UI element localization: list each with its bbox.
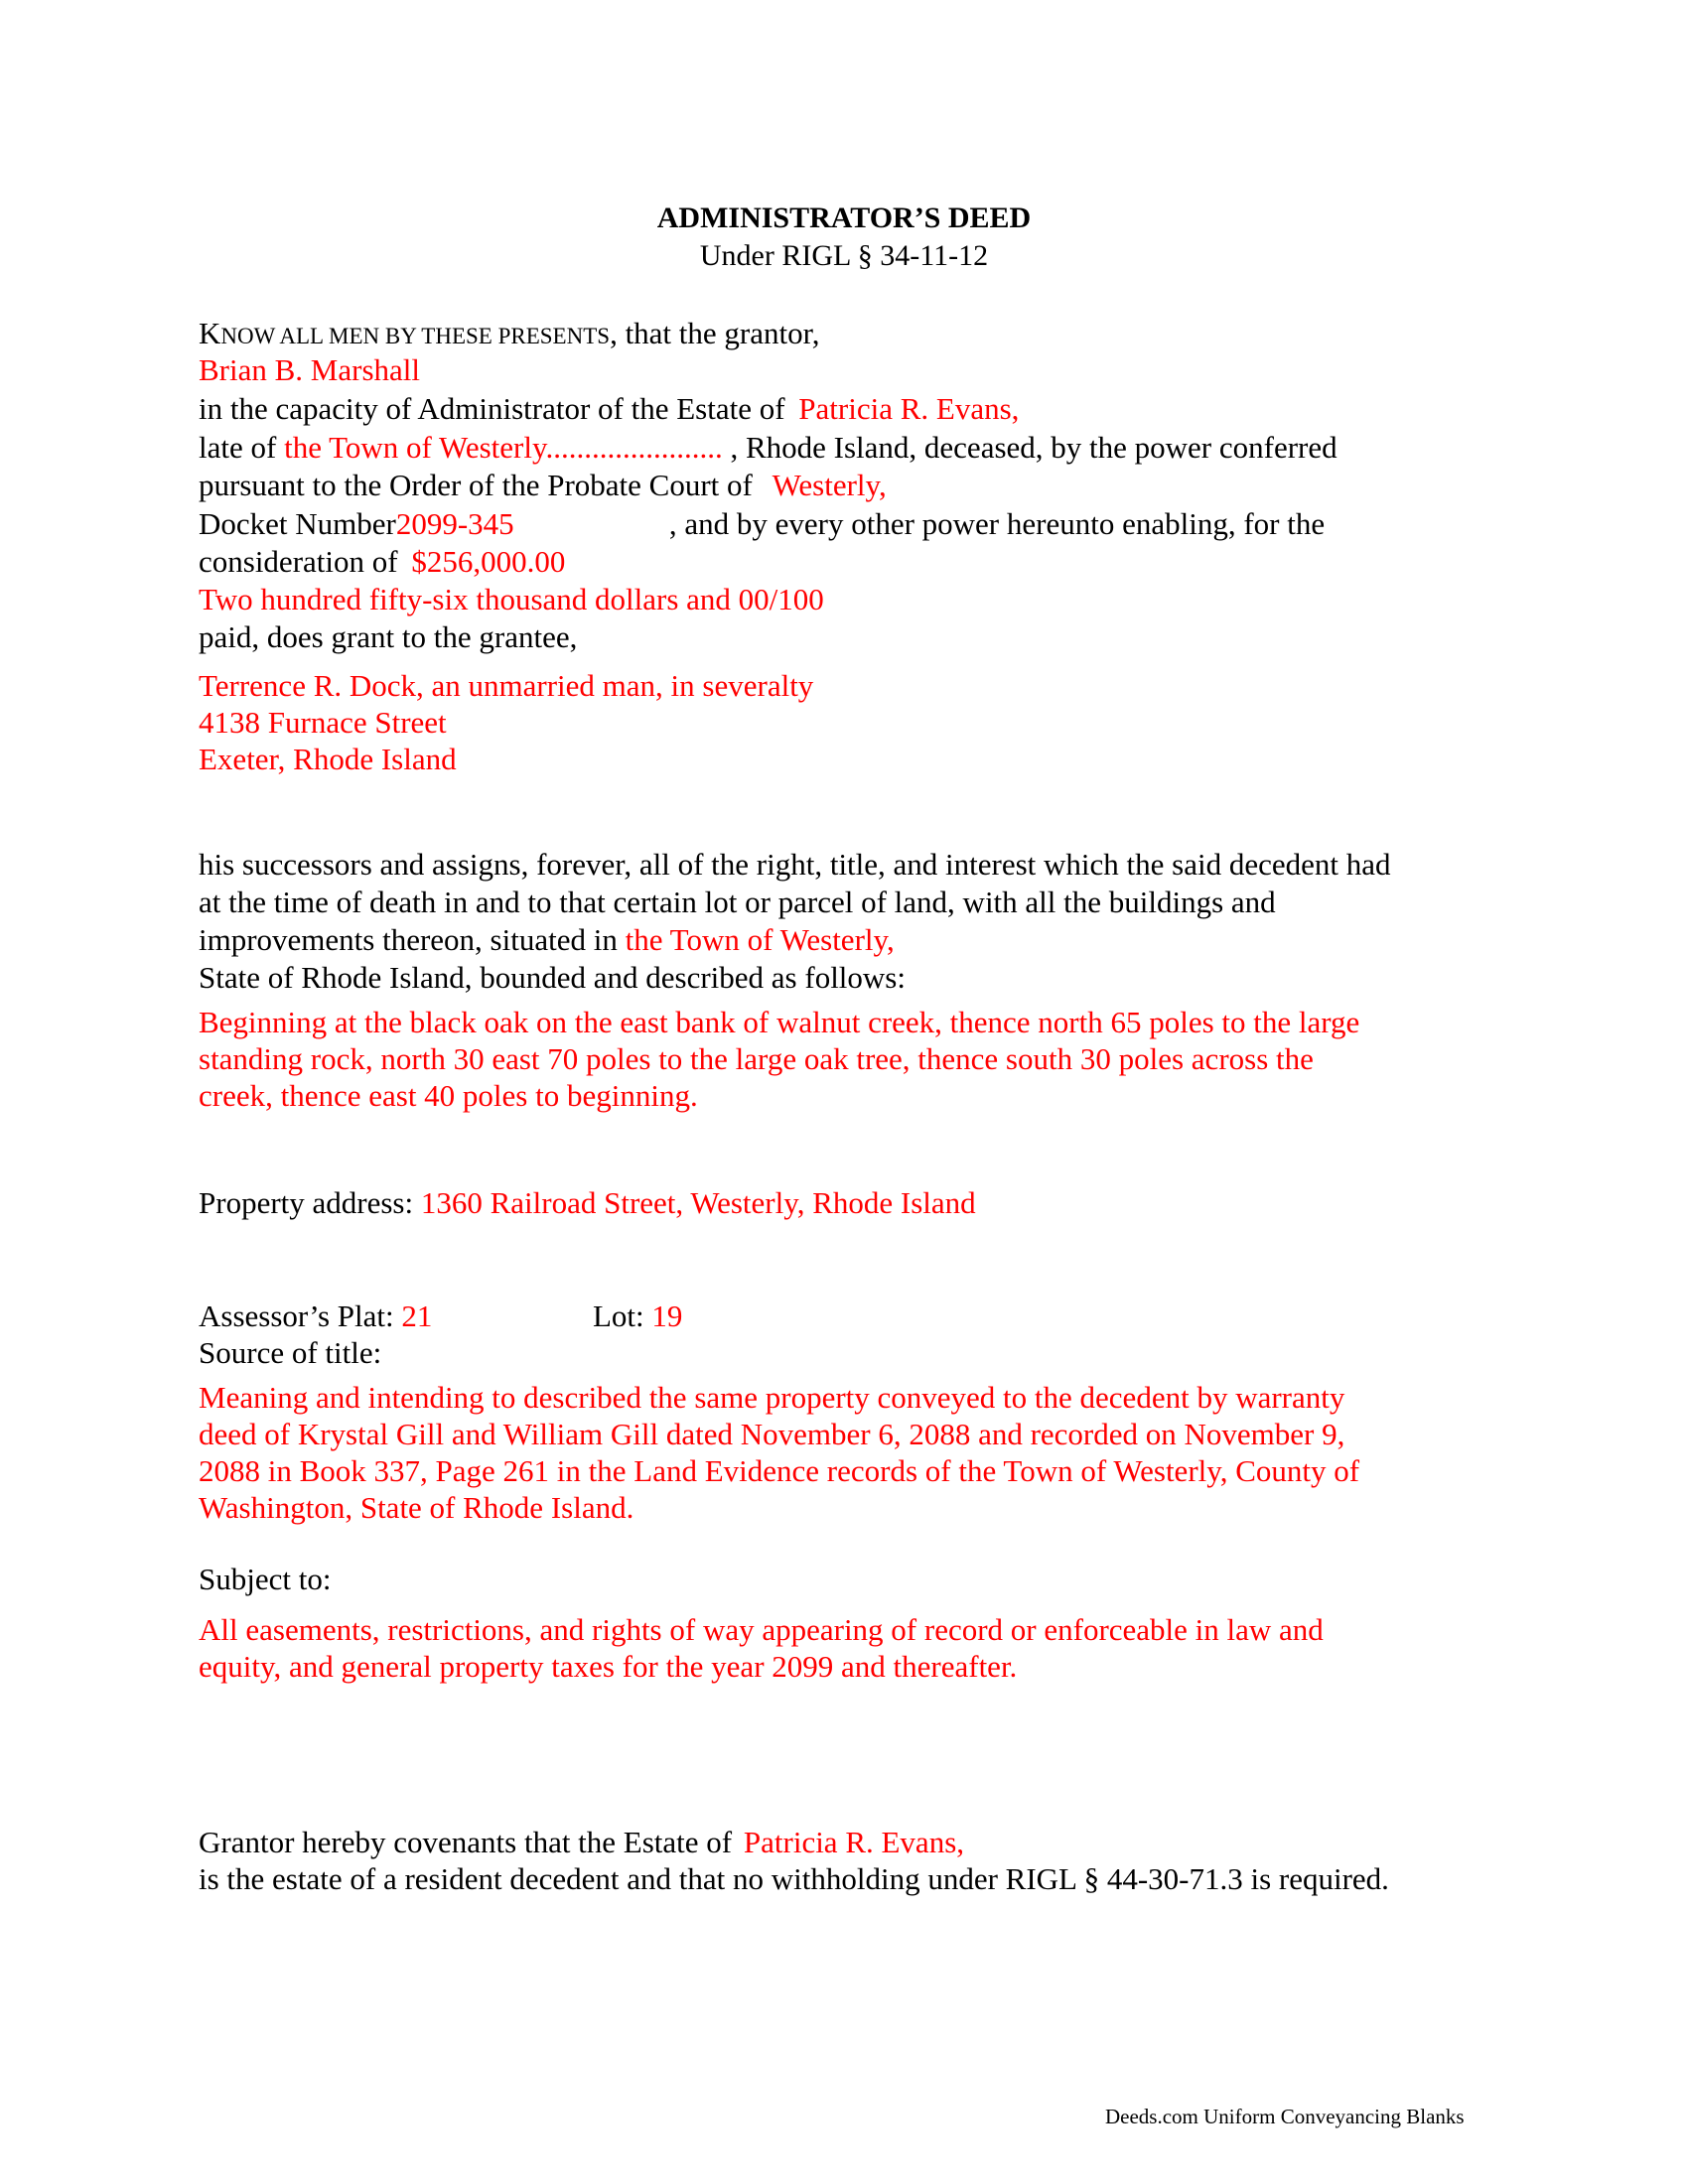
intro-smallcaps: NOW ALL MEN BY THESE PRESENTS [220,324,611,348]
footer-text: Deeds.com Uniform Conveyancing Blanks [1105,2105,1465,2128]
consideration-line [199,543,565,581]
intro-line [199,315,819,355]
docket-line [199,505,1325,543]
grantor-name: Brian B. Marshall [199,352,420,387]
grantee-name: Terrence R. Dock, an unmarried man, in severalty [199,668,814,703]
intro-after: , that the grantor, [610,316,820,350]
conveyance-line-3 [199,921,895,959]
consideration-words: Two hundred fifty-six thousand dollars and 00/100 [199,582,824,616]
legal-description-line-2: standing rock, north 30 east 70 poles to the large oak tree, thence south 30 poles across the [199,1041,1314,1076]
conveyance-town: the Town of Westerly, [625,922,895,957]
probate-court: Westerly, [772,468,887,502]
probate-text: pursuant to the Order of the Probate Court of [199,468,753,502]
covenant-estate-name: Patricia R. Evans, [743,1825,965,1859]
late-of-place: the Town of Westerly....................... [284,430,723,465]
assessor-lot [593,1297,682,1335]
covenant-line-1 [199,1824,964,1861]
docket-rest: , and by every other power hereunto enabling, for the [668,506,1326,541]
property-address: 1360 Railroad Street, Westerly, Rhode Island [420,1185,976,1220]
grantee-city: Exeter, Rhode Island [199,742,457,776]
capacity-text: in the capacity of Administrator of the Estate of [199,391,785,426]
subject-to-line-1: All easements, restrictions, and rights of way appearing of record or enforceable in law and [199,1612,1324,1647]
paid-line: paid, does grant to the grantee, [199,619,578,654]
consideration-amount: $256,000.00 [411,544,566,579]
probate-line [199,467,887,504]
late-of-label: late of [199,430,277,465]
property-address-label: Property address: [199,1185,414,1220]
subject-to-line-2: equity, and general property taxes for the year 2099 and thereafter. [199,1649,1018,1684]
document-title: ADMINISTRATOR’S DEED [656,202,1032,234]
plat-value: 21 [401,1298,433,1333]
plat-label: Assessor’s Plat: [199,1298,394,1333]
conveyance-prefix: improvements thereon, situated in [199,922,618,957]
source-of-title-line-3: 2088 in Book 337, Page 261 in the Land Evidence records of the Town of Westerly, County of [199,1453,1360,1488]
source-of-title-line-2: deed of Krystal Gill and William Gill dated November 6, 2088 and recorded on November 9, [199,1417,1345,1451]
property-address-line [199,1184,976,1222]
lot-label: Lot: [593,1298,644,1333]
legal-description-line-1: Beginning at the black oak on the east bank of walnut creek, thence north 65 poles to the large [199,1005,1360,1039]
capacity-line [199,390,1019,428]
subject-to-label: Subject to: [199,1562,332,1596]
intro-initial: K [199,316,221,350]
assessor-plat [199,1297,432,1335]
conveyance-line-2: at the time of death in and to that certain lot or parcel of land, with all the buildings and [199,885,1276,919]
docket-number: 2099-345 [395,506,514,541]
consideration-label: consideration of [199,544,398,579]
source-of-title-label: Source of title: [199,1335,382,1370]
source-of-title-line-4: Washington, State of Rhode Island. [199,1490,634,1525]
conveyance-line-1: his successors and assigns, forever, all of the right, title, and interest which the said decedent had [199,847,1391,882]
lot-value: 19 [651,1298,683,1333]
document-subtitle: Under RIGL § 34-11-12 [699,239,989,272]
covenant-line-2: is the estate of a resident decedent and that no withholding under RIGL § 44-30-71.3 is required. [199,1861,1389,1896]
docket-label: Docket Number [199,506,396,541]
grantee-street: 4138 Furnace Street [199,705,447,740]
late-of-rest: , Rhode Island, deceased, by the power conferred [730,430,1337,465]
conveyance-line-4: State of Rhode Island, bounded and described as follows: [199,960,906,995]
covenant-prefix: Grantor hereby covenants that the Estate of [199,1825,733,1859]
estate-name: Patricia R. Evans, [798,391,1020,426]
source-of-title-line-1: Meaning and intending to described the same property conveyed to the decedent by warranty [199,1380,1345,1415]
legal-description-line-3: creek, thence east 40 poles to beginning. [199,1078,698,1113]
late-of-line [199,429,1337,467]
